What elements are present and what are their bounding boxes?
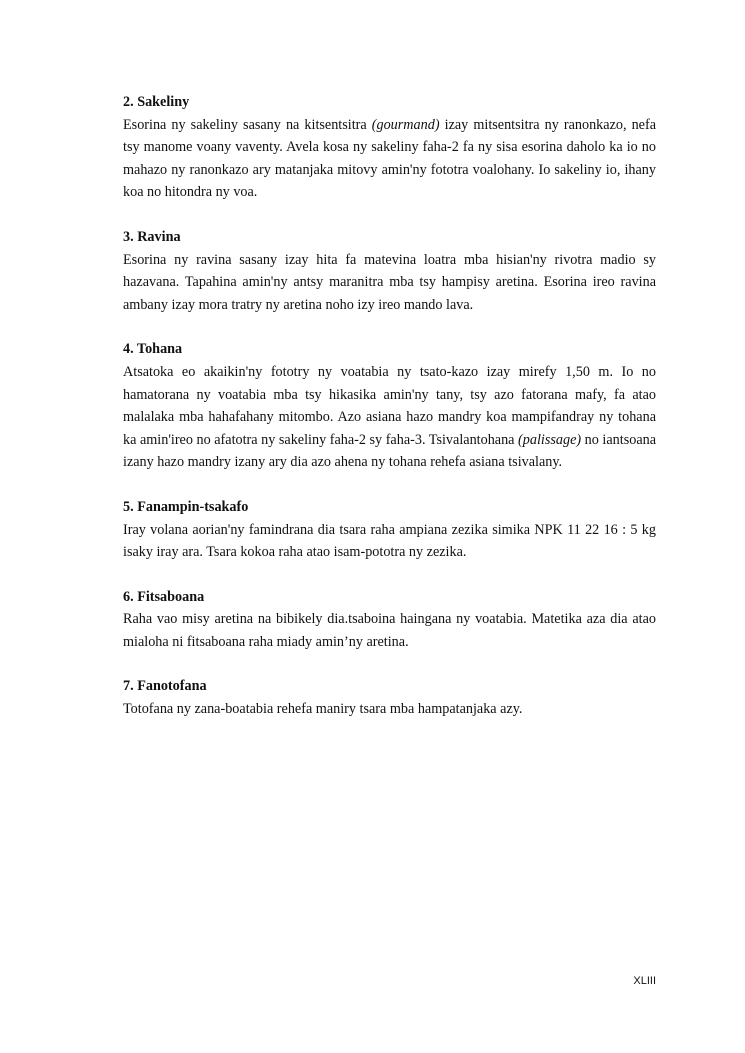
section-fanotofana	[123, 675, 656, 720]
paragraph-text: no iantsoana izany hazo mandry izany ary dia azo ahena ny tohana rehefa asiana tsivalany.	[123, 431, 657, 471]
paragraph-italic-term: (gourmand)	[371, 116, 440, 133]
section-paragraph	[123, 361, 656, 474]
section-paragraph	[123, 698, 656, 721]
document-page	[123, 91, 656, 743]
paragraph-text: izay mitsentsitra ny ranonkazo, nefa tsy manome voany vaventy. Avela kosa ny sakeliny faha-2 fa ny sisa esorina daholo ka io no mahazo ny ranonkazo ary matanjaka mitovy amin'ny fototra voalohany. Io sakeliny io, ihany koa no hitondra ny voa.	[123, 116, 657, 201]
section-paragraph	[123, 519, 656, 564]
section-heading: 3. Ravina	[123, 228, 181, 245]
section-heading: 2. Sakeliny	[123, 94, 190, 110]
section-sakeliny	[123, 91, 656, 204]
section-heading: 4. Tohana	[123, 341, 183, 358]
section-ravina	[123, 226, 656, 316]
section-heading: 6. Fitsaboana	[123, 588, 205, 605]
paragraph-text: Atsatoka eo akaikin'ny fototry ny voatabia ny tsato-kazo izay mirefy 1,50 m. Io no hamatorana ny voatabia mba tsy hikasika amin'ny tany, tsy azo fatorana mafy, fa atao malalaka mba hahafahany mitombo. Azo asiana hazo mandry koa mampifandray ny tohana ka amin'ireo no afatotra ny sakeliny faha-2 sy faha-3. Tsivalantohana	[123, 363, 656, 448]
section-fitsaboana	[123, 586, 656, 654]
paragraph-italic-term: (palissage)	[518, 431, 582, 448]
section-tohana	[123, 338, 656, 474]
section-heading: 7. Fanotofana	[123, 678, 207, 695]
paragraph-text: Esorina ny sakeliny sasany na kitsentsitra	[123, 116, 372, 133]
paragraph-text: Iray volana aorian'ny famindrana dia tsara raha ampiana zezika simika NPK 11 22 16 : 5 kg isaky iray ara. Tsara kokoa raha atao isam-pototra ny zezika.	[123, 521, 656, 561]
section-paragraph	[123, 608, 656, 653]
paragraph-text: Raha vao misy aretina na bibikely dia.tsaboina haingana ny voatabia. Matetika aza dia atao mialoha ni fitsaboana raha miady amin’ny aretina.	[123, 611, 656, 650]
section-heading: 5. Fanampin-tsakafo	[123, 498, 249, 515]
section-paragraph	[123, 249, 656, 317]
paragraph-text: Totofana ny zana-boatabia rehefa maniry tsara mba hampatanjaka azy.	[123, 701, 523, 718]
page-number: XLIII	[633, 975, 656, 987]
paragraph-text: Esorina ny ravina sasany izay hita fa matevina loatra mba hisian'ny rivotra madio sy hazavana. Tapahina amin'ny antsy maranitra mba tsy hampisy aretina. Esorina ireo ravina ambany izay mora tratry ny aretina noho izy ireo mando lava.	[123, 251, 656, 313]
section-paragraph	[123, 114, 656, 204]
section-fanampin-tsakafo	[123, 496, 656, 564]
